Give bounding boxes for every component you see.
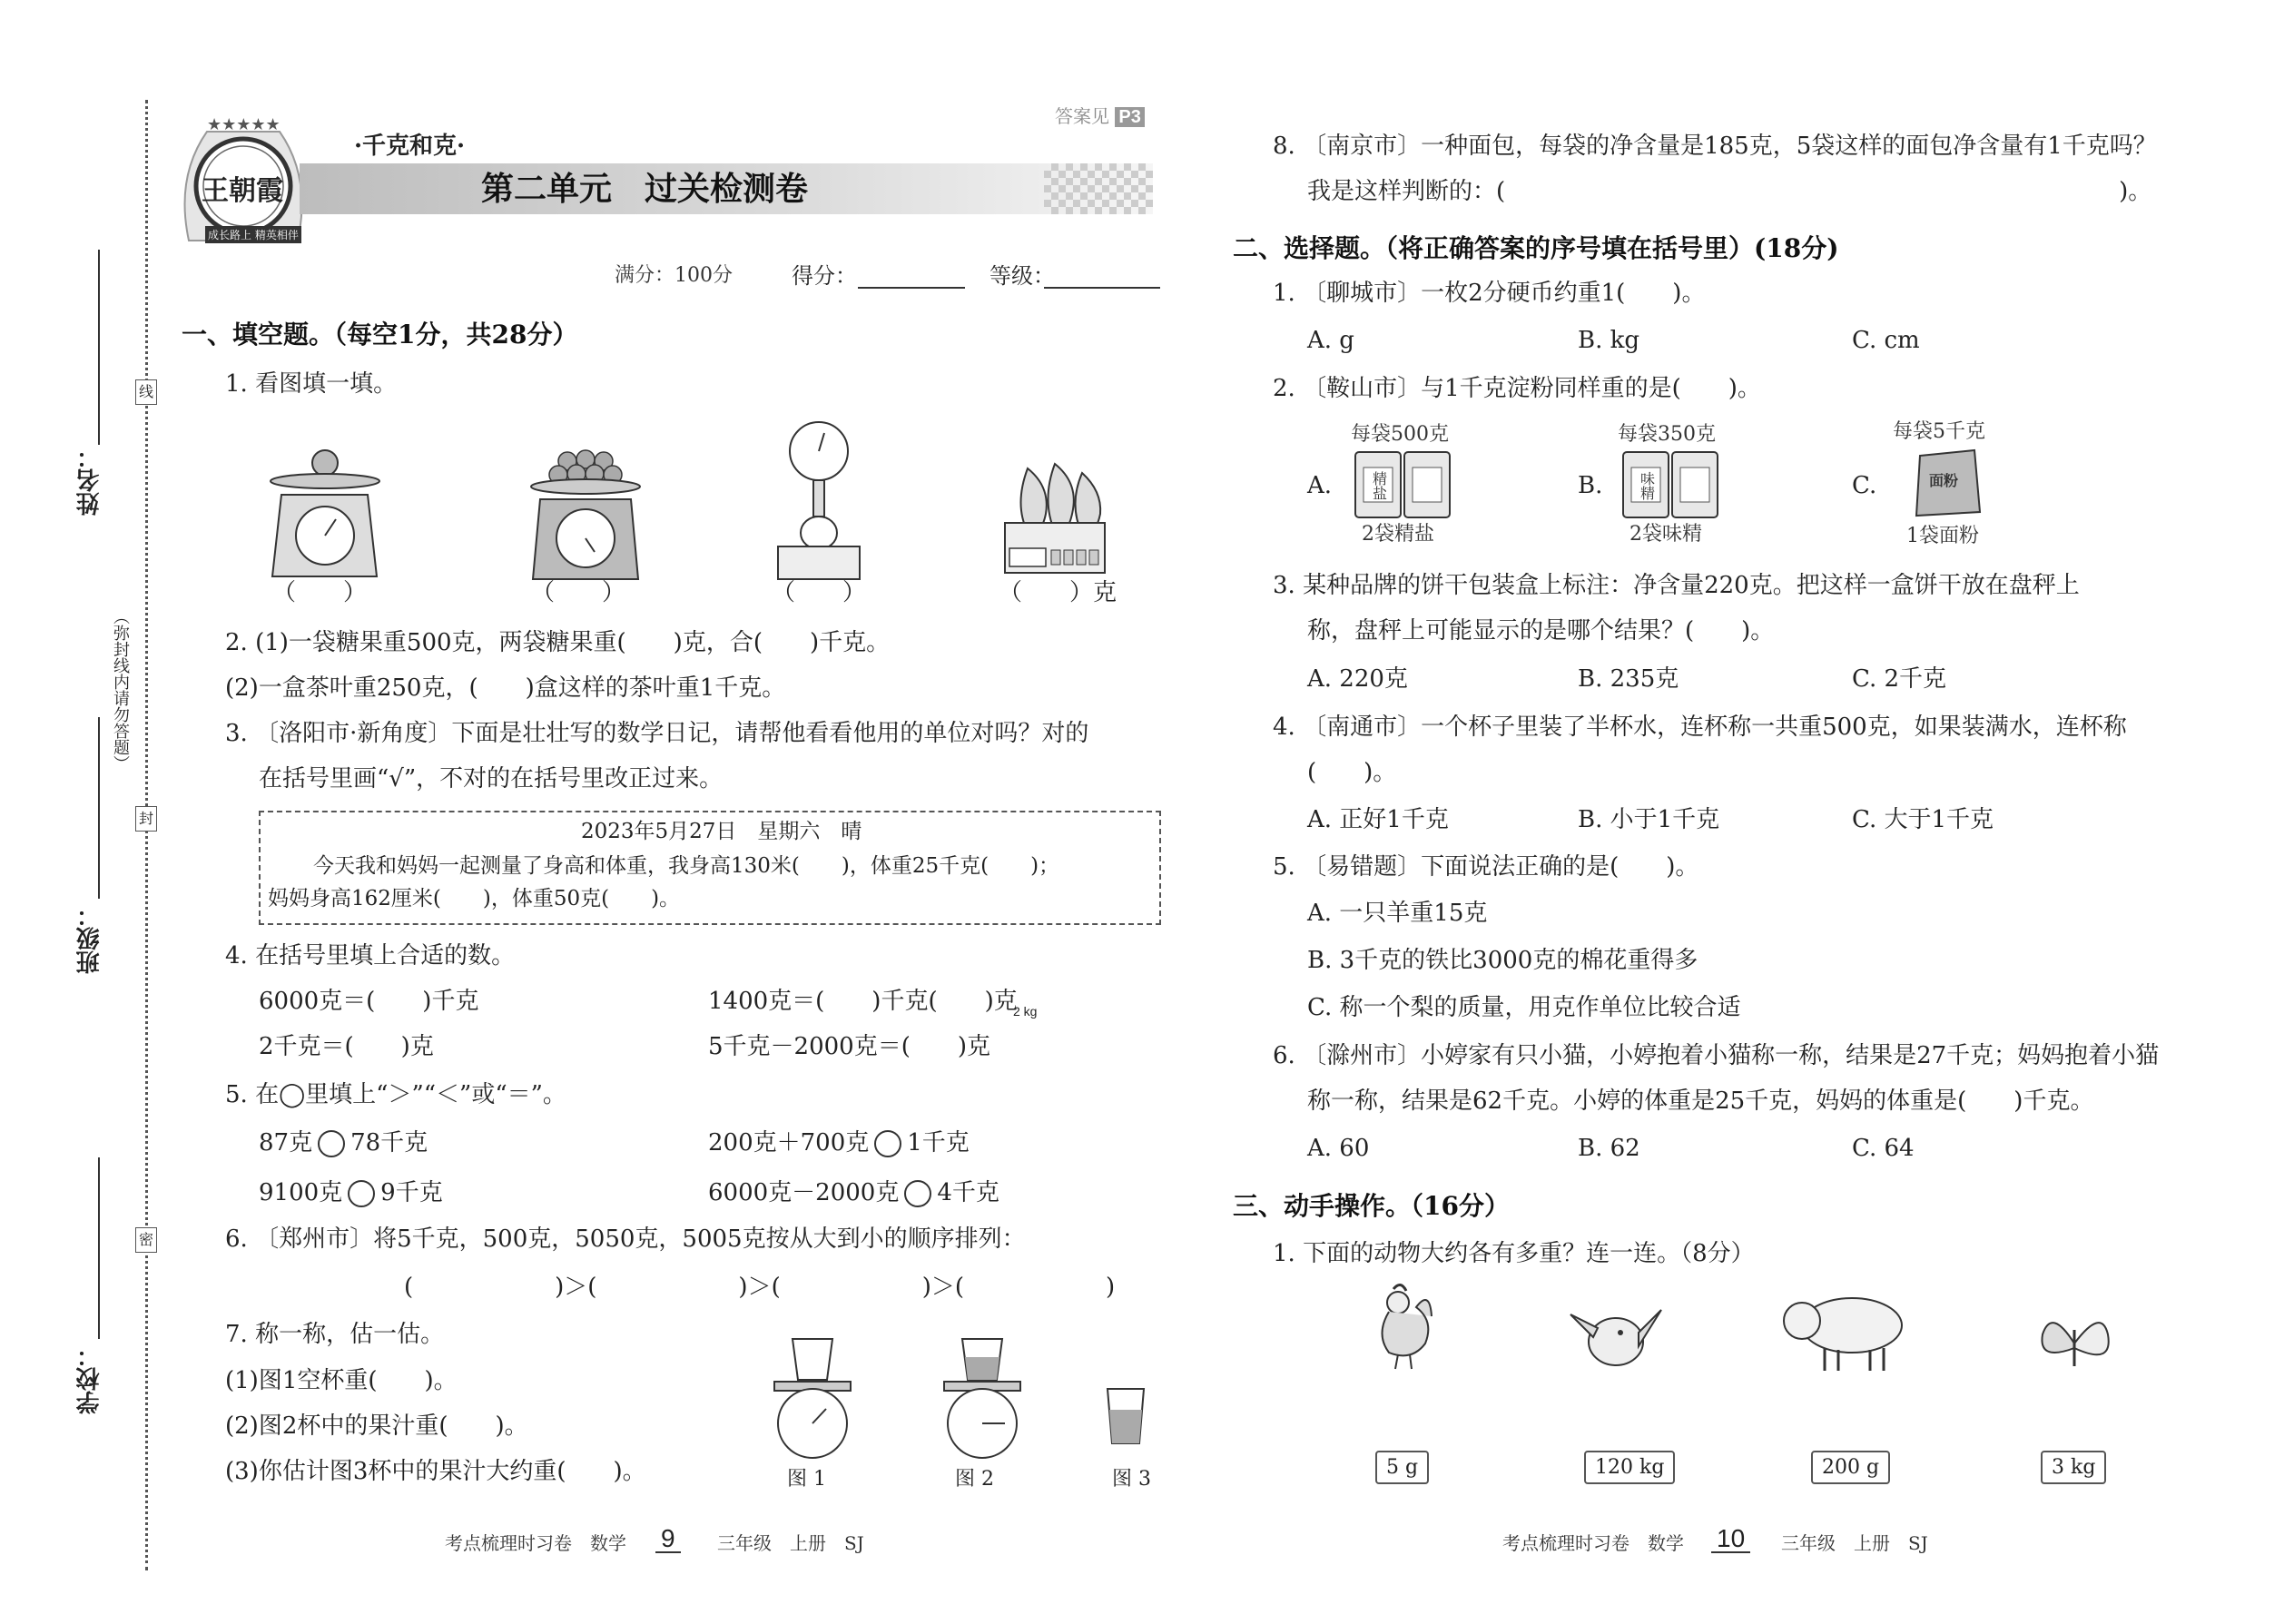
class-field[interactable] — [98, 717, 100, 899]
binding-dashed-line — [145, 100, 148, 1570]
q5-left: 87克 — [259, 1129, 313, 1156]
butterfly-image — [2033, 1307, 2115, 1383]
q5-right: 1千克 — [907, 1129, 970, 1156]
diary-date: 2023年5月27日 星期六 晴 — [581, 820, 862, 843]
scale-dog-image — [773, 419, 864, 586]
salt-bags-image — [1353, 449, 1452, 524]
c2-option-a-bottom: 2袋精盐 — [1362, 523, 1434, 546]
seal-char: 封 — [135, 806, 157, 832]
q4-item-4[interactable]: 5千克－2000克＝( )克 — [708, 1033, 990, 1060]
c6-option-c[interactable]: C. 64 — [1852, 1135, 1915, 1162]
compare-circle[interactable] — [874, 1130, 901, 1157]
left-footer-page: 9 — [655, 1526, 681, 1553]
q6-text: 6. 〔郑州市〕将5千克，500克，5050克，5005克按从大到小的顺序排列： — [225, 1225, 1026, 1253]
fig1-label: 图 1 — [787, 1468, 826, 1491]
scale-grapes-image — [522, 434, 649, 587]
logo-subtext: 成长路上 精英相伴 — [205, 226, 301, 243]
c2-option-b-item: 味精 — [1640, 470, 1656, 502]
topic-label: ·千克和克· — [354, 133, 466, 160]
pig-image — [1775, 1284, 1911, 1379]
school-label: 学校： — [76, 1343, 103, 1414]
q8-text-line1: 8. 〔南京市〕一种面包，每袋的净含量是185克，5袋这样的面包净含量有1千克吗？ — [1273, 133, 2157, 160]
q1-blank-1[interactable]: （ ） — [272, 579, 368, 606]
section-1-heading: 一、填空题。（每空1分，共28分） — [182, 320, 578, 349]
section-2-heading: 二、选择题。（将正确答案的序号填在括号里）(18分) — [1233, 233, 1839, 263]
c3-option-c[interactable]: C. 2千克 — [1852, 665, 1947, 693]
fig1-scale-image — [767, 1334, 858, 1465]
c6-text-line2: 称一称，结果是62千克。小婷的体重是25千克，妈妈的体重是( )千克。 — [1307, 1088, 2094, 1115]
q7-item-1[interactable]: (1)图1空杯重( )。 — [225, 1367, 458, 1394]
q5-text: 5. 在◯里填上“＞”“＜”或“＝”。 — [225, 1081, 566, 1108]
weight-option-200g[interactable]: 200 g — [1811, 1451, 1890, 1484]
q5-left: 200克＋700克 — [708, 1129, 870, 1156]
grade-label: 等级： — [989, 263, 1055, 289]
seal-char: 线 — [135, 379, 157, 405]
c2-option-b-bottom: 2袋味精 — [1629, 523, 1702, 546]
c4-option-c[interactable]: C. 大于1千克 — [1852, 806, 1994, 833]
c3-option-a[interactable]: A. 220克 — [1307, 665, 1408, 693]
c1-option-c[interactable]: C. cm — [1852, 327, 1920, 354]
class-label: 班级： — [76, 903, 103, 974]
q3-text-line2: 在括号里画“√”，不对的在括号里改正过来。 — [259, 765, 724, 792]
diary-line-2: 妈妈身高162厘米( )，体重50克( )。 — [268, 887, 681, 910]
c3-text-line2: 称，盘秤上可能显示的是哪个结果？( )。 — [1307, 617, 1775, 645]
c4-text-line1: 4. 〔南通市〕一个杯子里装了半杯水，连杯称一共重500克，如果装满水，连杯称 — [1273, 714, 2127, 741]
seal-char: 密 — [135, 1227, 157, 1253]
weight-option-5g[interactable]: 5 g — [1375, 1451, 1429, 1484]
c1-option-a[interactable]: A. g — [1307, 327, 1354, 354]
q5-right: 4千克 — [937, 1179, 999, 1206]
q5-item-3 — [259, 1180, 443, 1207]
school-field[interactable] — [98, 1157, 100, 1339]
full-score: 满分：100分 — [615, 264, 733, 287]
name-label: 姓名： — [76, 445, 103, 516]
h1-text: 1. 下面的动物大约各有多重？连一连。（8分） — [1273, 1240, 1755, 1267]
fig2-scale-image — [937, 1330, 1028, 1465]
score-field[interactable] — [858, 287, 965, 289]
scale-weight-tag: 2 kg — [1013, 1004, 1038, 1019]
c2-option-b-top: 每袋350克 — [1618, 423, 1716, 446]
c5-option-c[interactable]: C. 称一个梨的质量，用克作单位比较合适 — [1307, 994, 1741, 1021]
c1-option-b[interactable]: B. kg — [1578, 327, 1640, 354]
right-footer-grade: 三年级 上册 SJ — [1781, 1532, 1928, 1554]
name-field[interactable] — [98, 250, 100, 445]
left-footer-grade: 三年级 上册 SJ — [717, 1532, 864, 1554]
compare-circle[interactable] — [904, 1180, 931, 1207]
fig2-label: 图 2 — [955, 1468, 994, 1491]
right-footer-page: 10 — [1711, 1526, 1750, 1553]
c6-option-b[interactable]: B. 62 — [1578, 1135, 1640, 1162]
c2-option-a-item: 精盐 — [1373, 470, 1388, 502]
q4-item-1[interactable]: 6000克＝( )千克 — [259, 988, 479, 1015]
c5-option-a[interactable]: A. 一只羊重15克 — [1307, 900, 1488, 927]
bird-image — [1566, 1296, 1666, 1382]
weight-option-120kg[interactable]: 120 kg — [1584, 1451, 1675, 1484]
page-title: 第二单元 过关检测卷 — [481, 170, 809, 208]
q1-text: 1. 看图填一填。 — [225, 370, 398, 398]
q7-item-2[interactable]: (2)图2杯中的果汁重( )。 — [225, 1412, 528, 1440]
c5-option-b[interactable]: B. 3千克的铁比3000克的棉花重得多 — [1307, 947, 1698, 974]
c4-option-a[interactable]: A. 正好1千克 — [1307, 806, 1449, 833]
c1-text: 1. 〔聊城市〕一枚2分硬币约重1( )。 — [1273, 280, 1706, 307]
c2-option-c-letter[interactable]: C. — [1852, 472, 1877, 499]
answer-ref-page: P3 — [1115, 107, 1144, 127]
section-3-heading: 三、动手操作。（16分） — [1233, 1191, 1510, 1221]
c2-option-c-bottom: 1袋面粉 — [1906, 525, 1979, 547]
svg-text:★★★★★: ★★★★★ — [207, 115, 281, 134]
q8-text-line2[interactable]: 我是这样判断的：( )。 — [1307, 178, 2152, 205]
q5-left: 6000克－2000克 — [708, 1179, 900, 1206]
q6-answer[interactable]: ( )＞( )＞( )＞( ) — [404, 1274, 1116, 1301]
c2-text: 2. 〔鞍山市〕与1千克淀粉同样重的是( )。 — [1273, 375, 1761, 402]
q4-text: 4. 在括号里填上合适的数。 — [225, 942, 516, 969]
compare-circle[interactable] — [348, 1180, 375, 1207]
right-footer-book: 考点梳理时习卷 数学 — [1502, 1532, 1684, 1554]
q5-left: 9100克 — [259, 1179, 343, 1206]
c2-option-c-top: 每袋5千克 — [1893, 420, 1985, 443]
c6-text-line1: 6. 〔滁州市〕小婷家有只小猫，小婷抱着小猫称一称，结果是27千克；妈妈抱着小猫 — [1273, 1042, 2160, 1069]
q2a-text: 2. (1)一袋糖果重500克，两袋糖果重( )克，合( )千克。 — [225, 629, 891, 656]
c4-text-line2: ( )。 — [1307, 759, 1397, 786]
c2-option-a-letter[interactable]: A. — [1307, 472, 1333, 499]
c2-option-c-item: 面粉 — [1929, 472, 1959, 489]
q5-item-2 — [708, 1130, 970, 1157]
brand-logo — [171, 104, 316, 250]
q5-item-1 — [259, 1130, 428, 1157]
logo-text: 王朝霞 — [202, 175, 283, 207]
answer-ref — [1055, 107, 1145, 126]
left-footer-book: 考点梳理时习卷 数学 — [445, 1532, 626, 1554]
grade-field[interactable] — [1044, 287, 1160, 289]
scale-apple-image — [263, 445, 399, 585]
diary-line-1: 今天我和妈妈一起测量了身高和体重，我身高130米( )，体重25千克( )； — [313, 854, 1060, 878]
c3-text-line1: 3. 某种品牌的饼干包装盒上标注：净含量220克。把这样一盒饼干放在盘秤上 — [1273, 572, 2080, 599]
q4-item-3[interactable]: 2千克＝( )克 — [259, 1033, 434, 1060]
c5-text: 5. 〔易错题〕下面说法正确的是( )。 — [1273, 853, 1699, 881]
fig3-cup-image — [1103, 1384, 1148, 1452]
c2-option-a-top: 每袋500克 — [1351, 423, 1449, 446]
q3-text-line1: 3. 〔洛阳市·新角度〕下面是壮壮写的数学日记，请帮他看看他用的单位对吗？对的 — [225, 720, 1089, 747]
banner-checker — [1044, 163, 1153, 214]
answer-ref-label: 答案见 — [1055, 105, 1109, 127]
msg-bags-image — [1620, 449, 1720, 524]
q1-blank-2[interactable]: （ ） — [531, 579, 626, 606]
fig3-label: 图 3 — [1112, 1468, 1151, 1491]
score-label: 得分： — [792, 263, 857, 289]
rooster-image — [1366, 1280, 1439, 1374]
compare-circle[interactable] — [318, 1130, 345, 1157]
q5-item-4 — [708, 1180, 999, 1207]
q5-right: 9千克 — [380, 1179, 443, 1206]
c3-option-b[interactable]: B. 235克 — [1578, 665, 1679, 693]
q7-item-3[interactable]: (3)你估计图3杯中的果汁大约重( )。 — [225, 1458, 646, 1485]
q5-right: 78千克 — [350, 1129, 428, 1156]
q7-text: 7. 称一称，估一估。 — [225, 1321, 445, 1348]
q1-blank-3[interactable]: （ ） — [772, 579, 867, 606]
weight-option-3kg[interactable]: 3 kg — [2041, 1451, 2106, 1484]
sealing-notice: （弥封线内请勿答题） — [111, 608, 130, 772]
c6-option-a[interactable]: A. 60 — [1307, 1135, 1370, 1162]
q4-item-2[interactable]: 1400克＝( )千克( )克 — [708, 988, 1018, 1015]
c2-option-b-letter[interactable]: B. — [1578, 472, 1603, 499]
q1-blank-4[interactable]: （ ）克 — [999, 579, 1117, 606]
q2b-text: (2)一盒茶叶重250克，( )盒这样的茶叶重1千克。 — [225, 674, 786, 702]
c4-option-b[interactable]: B. 小于1千克 — [1578, 806, 1720, 833]
scale-pears-image — [1000, 450, 1109, 1019]
